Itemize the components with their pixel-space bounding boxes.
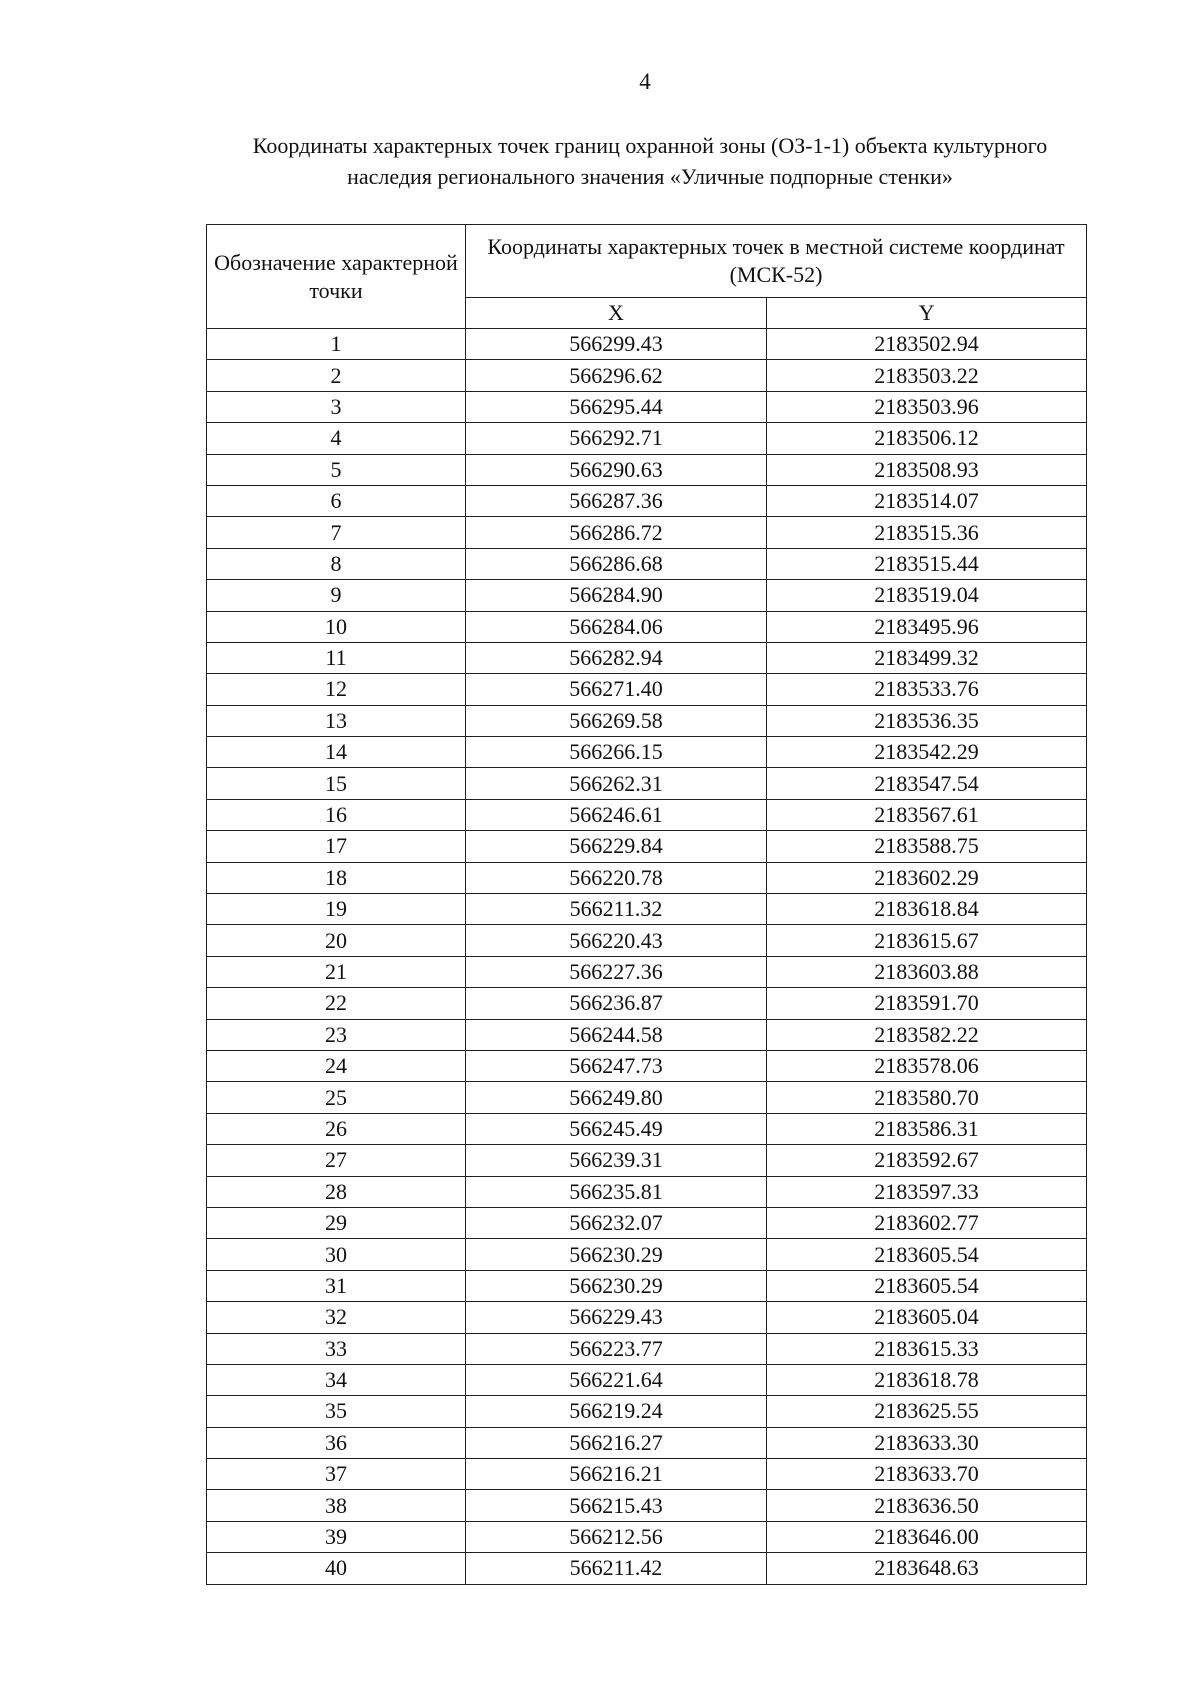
x-coordinate-cell: 566292.71 <box>466 423 767 454</box>
x-coordinate-cell: 566271.40 <box>466 674 767 705</box>
point-cell: 13 <box>207 705 466 736</box>
x-coordinate-cell: 566269.58 <box>466 705 767 736</box>
y-coordinate-cell: 2183578.06 <box>767 1050 1087 1081</box>
point-cell: 31 <box>207 1270 466 1301</box>
x-coordinate-cell: 566215.43 <box>466 1490 767 1521</box>
x-coordinate-cell: 566295.44 <box>466 391 767 422</box>
point-cell: 26 <box>207 1113 466 1144</box>
x-coordinate-cell: 566211.32 <box>466 894 767 925</box>
table-row <box>207 1113 1087 1144</box>
x-coordinate-cell: 566262.31 <box>466 768 767 799</box>
x-coordinate-cell: 566245.49 <box>466 1113 767 1144</box>
table-row <box>207 1521 1087 1552</box>
y-coordinate-cell: 2183515.44 <box>767 548 1087 579</box>
table-row <box>207 1239 1087 1270</box>
table-row <box>207 391 1087 422</box>
y-coordinate-cell: 2183533.76 <box>767 674 1087 705</box>
table-row <box>207 1145 1087 1176</box>
table-row <box>207 1490 1087 1521</box>
x-coordinate-cell: 566244.58 <box>466 1019 767 1050</box>
y-coordinate-cell: 2183615.67 <box>767 925 1087 956</box>
x-coordinate-cell: 566220.43 <box>466 925 767 956</box>
point-cell: 4 <box>207 423 466 454</box>
table-row <box>207 1050 1087 1081</box>
point-cell: 36 <box>207 1427 466 1458</box>
coordinates-table <box>206 224 1087 1585</box>
point-cell: 6 <box>207 485 466 516</box>
x-coordinate-cell: 566230.29 <box>466 1239 767 1270</box>
x-coordinate-cell: 566232.07 <box>466 1207 767 1238</box>
point-cell: 39 <box>207 1521 466 1552</box>
point-cell: 1 <box>207 329 466 360</box>
y-coordinate-cell: 2183547.54 <box>767 768 1087 799</box>
y-coordinate-cell: 2183605.04 <box>767 1302 1087 1333</box>
y-coordinate-cell: 2183506.12 <box>767 423 1087 454</box>
point-cell: 10 <box>207 611 466 642</box>
table-row <box>207 485 1087 516</box>
table-row <box>207 360 1087 391</box>
table-row <box>207 642 1087 673</box>
point-cell: 32 <box>207 1302 466 1333</box>
point-cell: 15 <box>207 768 466 799</box>
y-coordinate-cell: 2183514.07 <box>767 485 1087 516</box>
table-row <box>207 454 1087 485</box>
y-coordinate-cell: 2183592.67 <box>767 1145 1087 1176</box>
table-row <box>207 548 1087 579</box>
y-coordinate-cell: 2183618.84 <box>767 894 1087 925</box>
y-coordinate-cell: 2183633.70 <box>767 1459 1087 1490</box>
y-coordinate-cell: 2183636.50 <box>767 1490 1087 1521</box>
x-coordinate-cell: 566296.62 <box>466 360 767 391</box>
x-coordinate-cell: 566266.15 <box>466 737 767 768</box>
y-coordinate-cell: 2183567.61 <box>767 799 1087 830</box>
table-row <box>207 1019 1087 1050</box>
y-coordinate-cell: 2183603.88 <box>767 956 1087 987</box>
x-coordinate-cell: 566249.80 <box>466 1082 767 1113</box>
x-coordinate-cell: 566286.68 <box>466 548 767 579</box>
x-coordinate-cell: 566239.31 <box>466 1145 767 1176</box>
point-cell: 34 <box>207 1364 466 1395</box>
x-coordinate-cell: 566287.36 <box>466 485 767 516</box>
x-coordinate-cell: 566299.43 <box>466 329 767 360</box>
table-row <box>207 1396 1087 1427</box>
table-row <box>207 862 1087 893</box>
y-coordinate-cell: 2183586.31 <box>767 1113 1087 1144</box>
point-cell: 21 <box>207 956 466 987</box>
x-coordinate-cell: 566284.06 <box>466 611 767 642</box>
table-row <box>207 705 1087 736</box>
y-coordinate-cell: 2183515.36 <box>767 517 1087 548</box>
document-title-line-2: наследия регионального значения «Уличные подпорные стенки» <box>347 164 953 189</box>
point-cell: 8 <box>207 548 466 579</box>
point-cell: 22 <box>207 988 466 1019</box>
table-row <box>207 1082 1087 1113</box>
table-row <box>207 329 1087 360</box>
x-coordinate-cell: 566246.61 <box>466 799 767 830</box>
point-cell: 30 <box>207 1239 466 1270</box>
table-row <box>207 580 1087 611</box>
table-row <box>207 737 1087 768</box>
point-cell: 7 <box>207 517 466 548</box>
y-coordinate-cell: 2183605.54 <box>767 1239 1087 1270</box>
table-row <box>207 1270 1087 1301</box>
y-coordinate-cell: 2183499.32 <box>767 642 1087 673</box>
y-coordinate-cell: 2183519.04 <box>767 580 1087 611</box>
x-coordinate-cell: 566212.56 <box>466 1521 767 1552</box>
point-cell: 27 <box>207 1145 466 1176</box>
y-coordinate-cell: 2183602.29 <box>767 862 1087 893</box>
point-cell: 9 <box>207 580 466 611</box>
point-cell: 40 <box>207 1553 466 1584</box>
table-row <box>207 894 1087 925</box>
y-coordinate-cell: 2183648.63 <box>767 1553 1087 1584</box>
point-cell: 38 <box>207 1490 466 1521</box>
point-cell: 35 <box>207 1396 466 1427</box>
y-coordinate-cell: 2183591.70 <box>767 988 1087 1019</box>
point-cell: 18 <box>207 862 466 893</box>
x-coordinate-cell: 566236.87 <box>466 988 767 1019</box>
point-cell: 25 <box>207 1082 466 1113</box>
header-point-designation: Обозначение характерной точки <box>207 225 466 329</box>
y-coordinate-cell: 2183542.29 <box>767 737 1087 768</box>
x-coordinate-cell: 566229.84 <box>466 831 767 862</box>
table-row <box>207 1427 1087 1458</box>
table-row <box>207 799 1087 830</box>
header-y: Y <box>767 298 1087 329</box>
x-coordinate-cell: 566211.42 <box>466 1553 767 1584</box>
x-coordinate-cell: 566284.90 <box>466 580 767 611</box>
y-coordinate-cell: 2183597.33 <box>767 1176 1087 1207</box>
page-number: 4 <box>639 69 651 94</box>
table-row <box>207 925 1087 956</box>
table-row <box>207 988 1087 1019</box>
point-cell: 29 <box>207 1207 466 1238</box>
table-header <box>207 225 1087 329</box>
table-row <box>207 1207 1087 1238</box>
point-cell: 2 <box>207 360 466 391</box>
x-coordinate-cell: 566216.27 <box>466 1427 767 1458</box>
y-coordinate-cell: 2183536.35 <box>767 705 1087 736</box>
y-coordinate-cell: 2183508.93 <box>767 454 1087 485</box>
header-coordinates-group: Координаты характерных точек в местной системе координат (МСК-52) <box>466 225 1087 298</box>
x-coordinate-cell: 566229.43 <box>466 1302 767 1333</box>
table-row <box>207 1302 1087 1333</box>
point-cell: 12 <box>207 674 466 705</box>
point-cell: 33 <box>207 1333 466 1364</box>
table-row <box>207 956 1087 987</box>
y-coordinate-cell: 2183605.54 <box>767 1270 1087 1301</box>
point-cell: 5 <box>207 454 466 485</box>
y-coordinate-cell: 2183495.96 <box>767 611 1087 642</box>
x-coordinate-cell: 566247.73 <box>466 1050 767 1081</box>
x-coordinate-cell: 566221.64 <box>466 1364 767 1395</box>
point-cell: 37 <box>207 1459 466 1490</box>
x-coordinate-cell: 566286.72 <box>466 517 767 548</box>
x-coordinate-cell: 566290.63 <box>466 454 767 485</box>
x-coordinate-cell: 566235.81 <box>466 1176 767 1207</box>
table-row <box>207 1176 1087 1207</box>
y-coordinate-cell: 2183588.75 <box>767 831 1087 862</box>
point-cell: 14 <box>207 737 466 768</box>
table-row <box>207 768 1087 799</box>
table-row <box>207 611 1087 642</box>
y-coordinate-cell: 2183646.00 <box>767 1521 1087 1552</box>
document-title-line-1: Координаты характерных точек границ охранной зоны (ОЗ-1-1) объекта культурного <box>252 133 1048 158</box>
table-row <box>207 517 1087 548</box>
y-coordinate-cell: 2183633.30 <box>767 1427 1087 1458</box>
table-row <box>207 1553 1087 1584</box>
y-coordinate-cell: 2183615.33 <box>767 1333 1087 1364</box>
x-coordinate-cell: 566227.36 <box>466 956 767 987</box>
table-row <box>207 423 1087 454</box>
point-cell: 24 <box>207 1050 466 1081</box>
point-cell: 28 <box>207 1176 466 1207</box>
point-cell: 3 <box>207 391 466 422</box>
x-coordinate-cell: 566220.78 <box>466 862 767 893</box>
x-coordinate-cell: 566282.94 <box>466 642 767 673</box>
x-coordinate-cell: 566223.77 <box>466 1333 767 1364</box>
y-coordinate-cell: 2183503.22 <box>767 360 1087 391</box>
y-coordinate-cell: 2183582.22 <box>767 1019 1087 1050</box>
table-row <box>207 1459 1087 1490</box>
table-body <box>207 329 1087 1585</box>
table-row <box>207 1333 1087 1364</box>
x-coordinate-cell: 566219.24 <box>466 1396 767 1427</box>
point-cell: 19 <box>207 894 466 925</box>
x-coordinate-cell: 566216.21 <box>466 1459 767 1490</box>
y-coordinate-cell: 2183618.78 <box>767 1364 1087 1395</box>
table-row <box>207 674 1087 705</box>
table-row <box>207 1364 1087 1395</box>
point-cell: 20 <box>207 925 466 956</box>
point-cell: 17 <box>207 831 466 862</box>
header-x: X <box>466 298 767 329</box>
y-coordinate-cell: 2183503.96 <box>767 391 1087 422</box>
y-coordinate-cell: 2183602.77 <box>767 1207 1087 1238</box>
y-coordinate-cell: 2183580.70 <box>767 1082 1087 1113</box>
point-cell: 11 <box>207 642 466 673</box>
x-coordinate-cell: 566230.29 <box>466 1270 767 1301</box>
y-coordinate-cell: 2183625.55 <box>767 1396 1087 1427</box>
document-title <box>195 130 1105 192</box>
y-coordinate-cell: 2183502.94 <box>767 329 1087 360</box>
table-row <box>207 831 1087 862</box>
point-cell: 23 <box>207 1019 466 1050</box>
point-cell: 16 <box>207 799 466 830</box>
